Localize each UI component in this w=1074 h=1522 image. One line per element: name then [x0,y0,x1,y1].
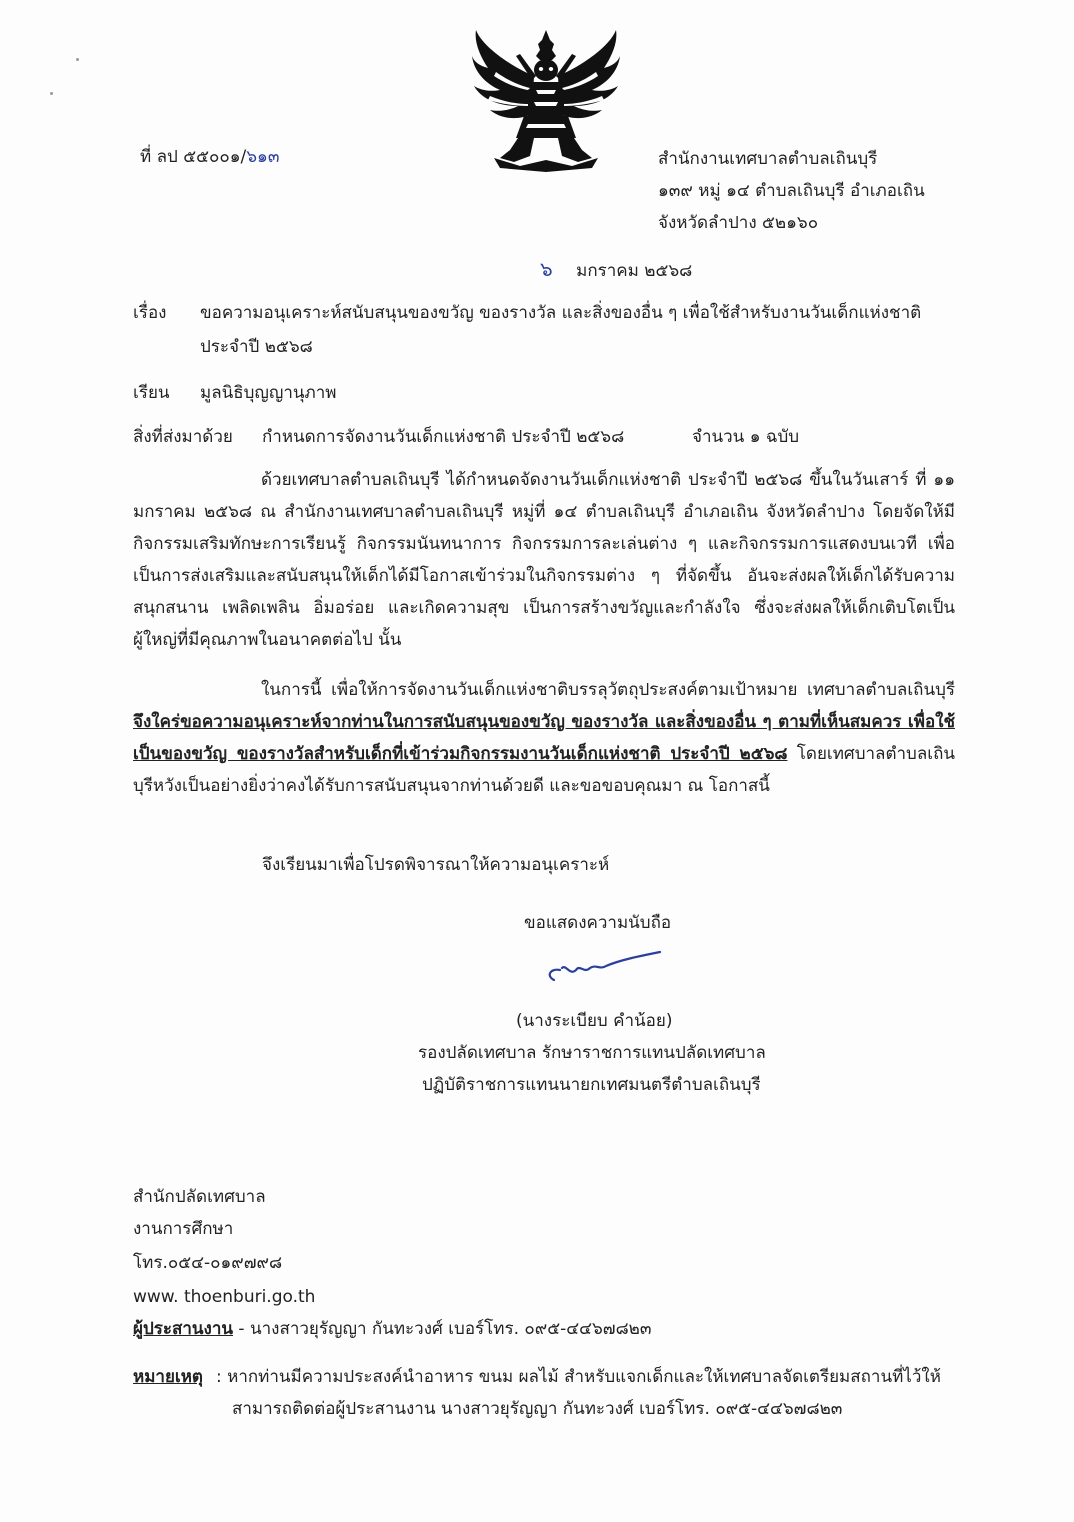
recipient-label: เรียน [133,383,170,403]
note-line-1: : หากท่านมีความประสงค์นำอาหาร ขนม ผลไม้ สำหรับแจกเด็กและให้เทศบาลจัดเตรียมสถานที่ไว้ให้ [216,1367,941,1387]
body-paragraph-2 [133,674,955,802]
letter-date [540,258,692,282]
body-paragraph-2-request-emphasis: จึงใคร่ขอความอนุเคราะห์จากท่านในการสนับสนุนของขวัญ ของรางวัล และสิ่งของอื่น ๆ ตามที่เห็นสมควร เพื่อใช้เป็นของขวัญ ของรางวัลสำหรับเด็กที่เข้าร่วมกิจกรรมงานวันเด็กแห่งชาติ ประจำปี ๒๕๖๘ [133,712,955,764]
handwritten-signature-icon [540,946,670,986]
enclosure-label: สิ่งที่ส่งมาด้วย [133,427,233,447]
footer-coordinator [133,1318,652,1340]
subject-line2: ประจำปี ๒๕๖๘ [200,337,313,357]
footer-website: www. thoenburi.go.th [133,1287,316,1307]
coordinator-label: ผู้ประสานงาน [133,1319,234,1339]
recipient-name: มูลนิธิบุญญานุภาพ [200,383,337,403]
coordinator-details: - นางสาวยุรัญญา กันทะวงศ์ เบอร์โทร. ๐๙๕-๔๔๖๗๘๒๓ [233,1319,652,1339]
note-line-2: สามารถติดต่อผู้ประสานงาน นางสาวยุรัญญา กันทะวงศ์ เบอร์โทร. ๐๙๕-๔๔๖๗๘๒๓ [232,1399,843,1419]
scan-speck [76,58,79,61]
footer-phone: โทร.๐๕๔-๐๑๙๗๙๘ [133,1253,283,1273]
date-month-year: มกราคม ๒๕๖๘ [576,261,693,281]
note-label [133,1366,203,1388]
signatory-position-1: รองปลัดเทศบาล รักษาราชการแทนปลัดเทศบาล [418,1043,766,1063]
scan-speck [50,92,53,95]
signatory-name: (นางระเบียบ คำน้อย) [516,1011,673,1031]
enclosure-item: กำหนดการจัดงานวันเด็กแห่งชาติ ประจำปี ๒๕๖๘ [262,427,625,447]
body-paragraph-1-text: ด้วยเทศบาลตำบลเถินบุรี ได้กำหนดจัดงานวันเด็กแห่งชาติ ประจำปี ๒๕๖๘ ขึ้นในวันเสาร์ ที่ ๑๑ มกราคม ๒๕๖๘ ณ สำนักงานเทศบาลตำบลเถินบุรี หมู่ที่ ๑๔ ตำบลเถินบุรี อำเภอเถิน จังหวัดลำปาง โดยจัดให้มีกิจกรรมเสริมทักษะการเรียนรู้ กิจกรรมนันทนาการ กิจกรรมการละเล่นต่าง ๆ และกิจกรรมการแสดงบนเวที เพื่อเป็นการส่งเสริมและสนับสนุนให้เด็กได้มีโอกาสเข้าร่วมในกิจกรรมต่าง ๆ ที่จัดขึ้น อันจะส่งผลให้เด็กได้รับความสนุกสนาน เพลิดเพลิน อิ่มอร่อย และเกิดความสุข เป็นการสร้างขวัญและกำลังใจ ซึ่งจะส่งผลให้เด็กเติบโตเป็นผู้ใหญ่ที่มีคุณภาพในอนาคตต่อไป นั้น [133,470,955,650]
garuda-emblem-icon [470,26,622,174]
reference-number [140,146,279,168]
footer-section: งานการศึกษา [133,1219,234,1239]
body-paragraph-2-intro: ในการนี้ เพื่อให้การจัดงานวันเด็กแห่งชาติบรรลุวัตถุประสงค์ตามเป้าหมาย เทศบาลตำบลเถินบุรี [261,680,955,700]
body-paragraph-1 [133,464,955,656]
enclosure-quantity: จำนวน ๑ ฉบับ [692,427,800,447]
signatory-position-2: ปฏิบัติราชการแทนนายกเทศมนตรีตำบลเถินบุรี [422,1075,761,1095]
closing-request: จึงเรียนมาเพื่อโปรดพิจารณาให้ความอนุเคราะห์ [262,855,610,875]
salutation: ขอแสดงความนับถือ [524,913,672,933]
date-day-handwritten: ๖ [540,257,553,281]
reference-handwritten-number: ๖๑๓ [246,147,280,167]
subject-label: เรื่อง [133,303,167,323]
office-address-line2: จังหวัดลำปาง ๕๒๑๖๐ [658,213,819,233]
body-paragraph-2-closing: โดยเทศบาลตำบลเถินบุรีหวังเป็นอย่างยิ่งว่าคงได้รับการสนับสนุนจากท่านด้วยดี และขอขอบคุณมา ณ โอกาสนี้ [133,744,955,796]
reference-prefix: ที่ ลป ๕๕๐๐๑/ [140,147,247,167]
office-name: สำนักงานเทศบาลตำบลเถินบุรี [658,149,878,169]
footer-department: สำนักปลัดเทศบาล [133,1187,266,1207]
subject-line1: ขอความอนุเคราะห์สนับสนุนของขวัญ ของรางวัล และสิ่งของอื่น ๆ เพื่อใช้สำหรับงานวันเด็กแห่งชาติ [200,303,922,323]
office-address-line1: ๑๓๙ หมู่ ๑๔ ตำบลเถินบุรี อำเภอเถิน [658,181,925,201]
note-label-text: หมายเหตุ [133,1367,203,1387]
